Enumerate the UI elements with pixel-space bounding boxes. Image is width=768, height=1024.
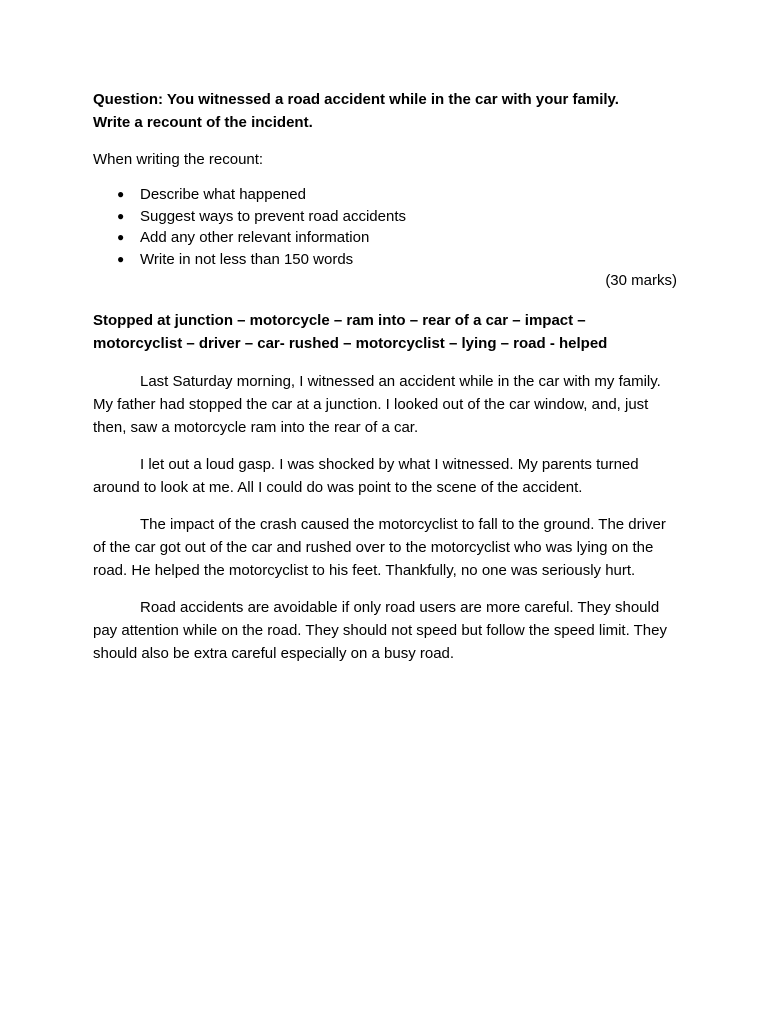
keywords-block	[93, 309, 677, 356]
bullet-icon: ●	[117, 208, 125, 223]
instruction-item	[93, 206, 677, 228]
question-line-1: Question: You witnessed a road accident while in the car with your family.	[93, 91, 619, 108]
instruction-list	[93, 184, 677, 270]
instruction-text: Suggest ways to prevent road accidents	[140, 207, 406, 225]
question-heading	[93, 88, 677, 134]
recount-paragraph: Road accidents are avoidable if only road users are more careful. They should pay attention while on the road. They should not speed but follow the speed limit. They should also be extra careful especially on a busy road.	[93, 598, 667, 662]
keywords-line-1: Stopped at junction – motorcycle – ram into – rear of a car – impact –	[93, 311, 586, 329]
bullet-icon: ●	[117, 230, 125, 244]
question-line-2: Write a recount of the incident.	[93, 114, 313, 131]
instructions-intro: When writing the recount:	[93, 151, 264, 168]
instruction-text: Write in not less than 150 words	[140, 250, 354, 268]
bullet-icon: ●	[117, 251, 125, 266]
instruction-item	[93, 184, 677, 206]
recount-paragraph: The impact of the crash caused the motorcyclist to fall to the ground. The driver of the car got out of the car and rushed over to the motorcyclist who was lying on the road. He helped the motorcyclist to his feet. Thankfully, no one was seriously hurt.	[93, 515, 666, 579]
marks-label: (30 marks)	[605, 272, 677, 289]
recount-paragraph: I let out a loud gasp. I was shocked by what I witnessed. My parents turned around to look at me. All I could do was point to the scene of the accident.	[93, 455, 639, 496]
document-content	[93, 88, 677, 679]
bullet-icon: ●	[117, 187, 125, 201]
instruction-text: Add any other relevant information	[140, 229, 370, 246]
instruction-item	[93, 227, 677, 249]
instruction-item	[93, 249, 677, 271]
keywords-line-2: motorcyclist – driver – car- rushed – motorcyclist – lying – road - helped	[93, 335, 608, 352]
recount-paragraph: Last Saturday morning, I witnessed an accident while in the car with my family. My father had stopped the car at a junction. I looked out of the car window, and, just then, saw a motorcycle ram into the rear of a car.	[93, 372, 661, 436]
instruction-text: Describe what happened	[140, 186, 306, 203]
